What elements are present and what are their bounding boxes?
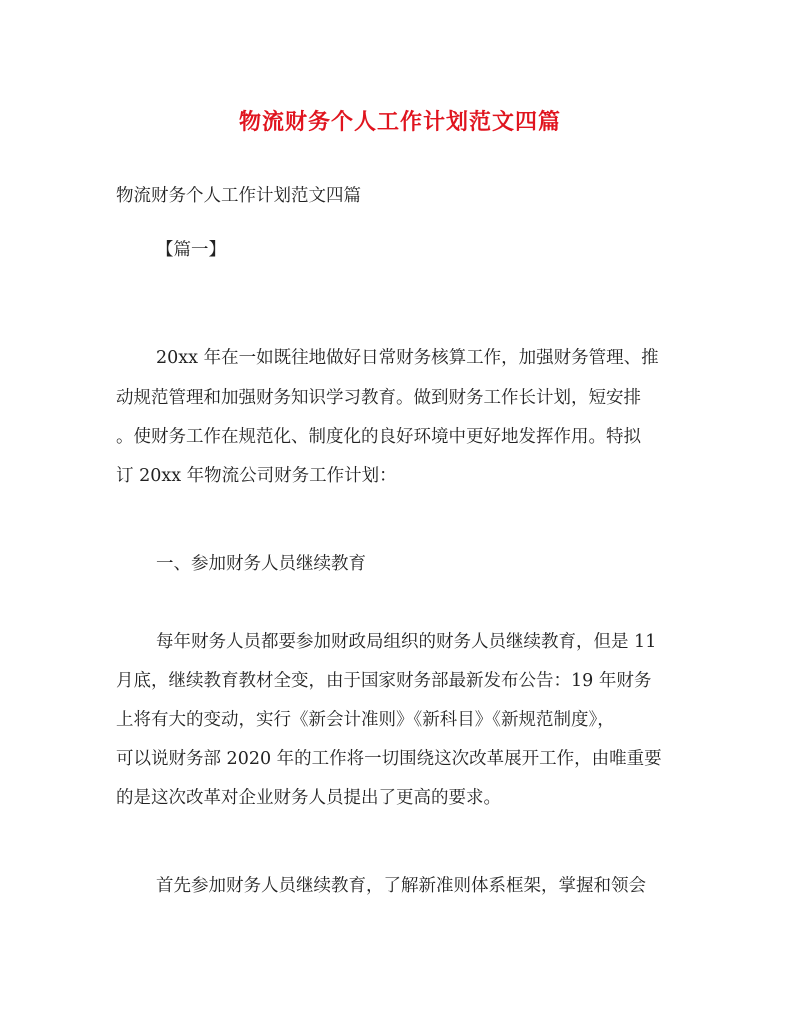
paragraph-line: 20xx 年在一如既往地做好日常财务核算工作，加强财务管理、推 <box>156 348 659 368</box>
paragraph-line: 。使财务工作在规范化、制度化的良好环境中更好地发挥作用。特拟 <box>116 427 641 447</box>
paragraph-line: 的是这次改革对企业财务人员提出了更高的要求。 <box>116 788 501 808</box>
document-title: 物流财务个人工作计划范文四篇 <box>238 109 561 135</box>
paragraph-line: 每年财务人员都要参加财政局组织的财务人员继续教育，但是 11 <box>156 632 657 652</box>
subtitle-line: 物流财务个人工作计划范文四篇 <box>116 186 361 206</box>
paragraph-line: 上将有大的变动，实行《新会计准则》《新科目》《新规范制度》， <box>116 710 615 730</box>
paragraph-line: 月底，继续教育教材全变，由于国家财务部最新发布公告：19 年财务 <box>116 671 652 691</box>
section-heading-continuing-education: 一、参加财务人员继续教育 <box>156 554 366 574</box>
paragraph-line: 动规范管理和加强财务知识学习教育。做到财务工作长计划，短安排 <box>116 388 641 408</box>
paragraph-line: 订 20xx 年物流公司财务工作计划： <box>116 466 397 486</box>
paragraph-line: 首先参加财务人员继续教育，了解新准则体系框架，掌握和领会 <box>156 876 646 896</box>
paragraph-line: 可以说财务部 2020 年的工作将一切围绕这次改革展开工作，由唯重要 <box>116 749 662 769</box>
section-heading-part-one: 【篇一】 <box>156 240 226 260</box>
